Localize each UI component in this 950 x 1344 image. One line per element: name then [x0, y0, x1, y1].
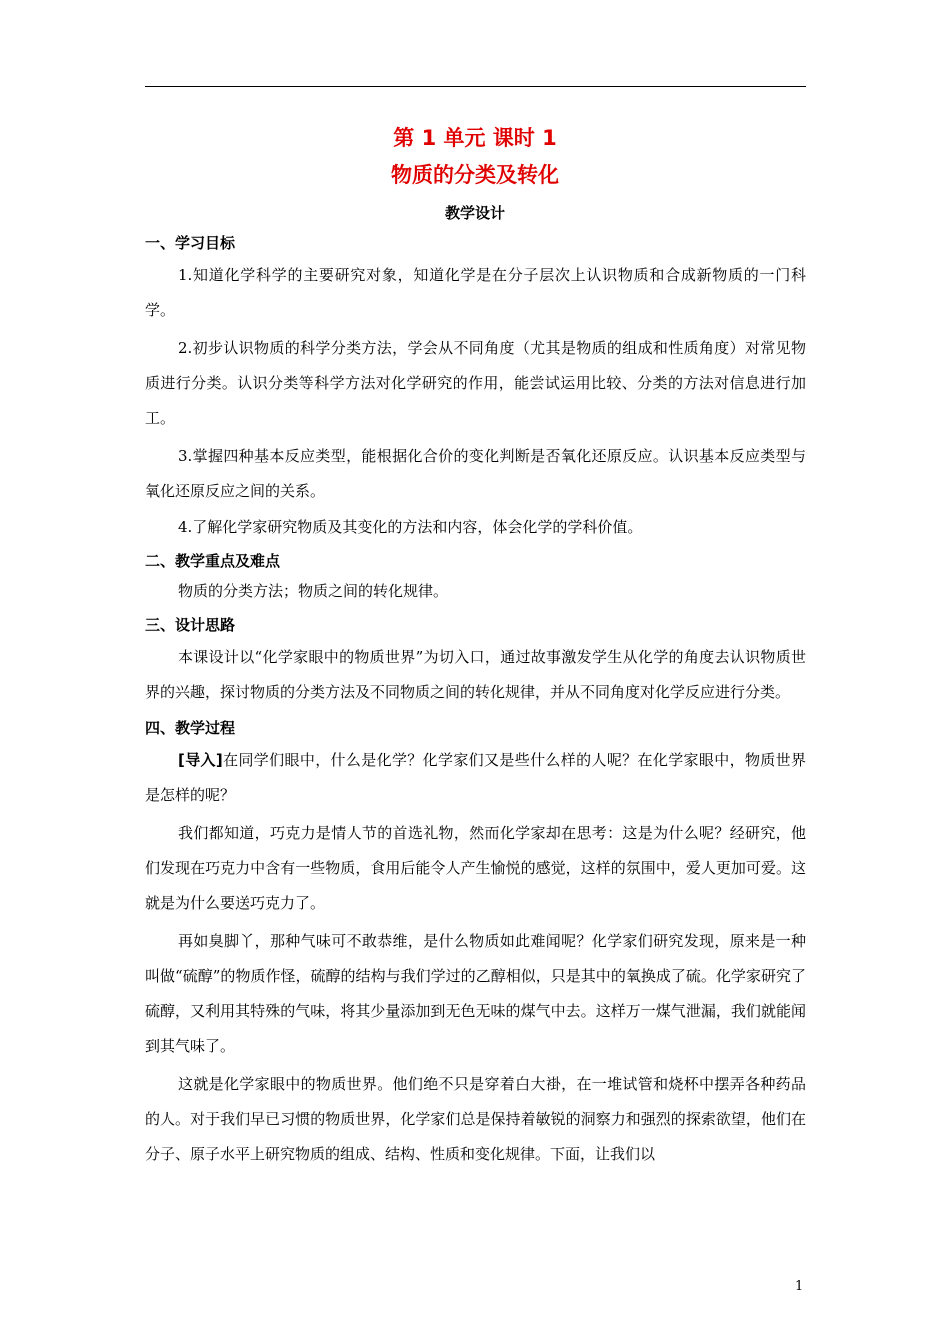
- lesson-title: 物质的分类及转化: [391, 163, 559, 187]
- intro-tag: [导入]: [178, 751, 223, 769]
- unit-title: 第 1 单元 课时 1: [393, 126, 557, 150]
- section-heading-key-points: 二、教学重点及难点: [145, 552, 281, 570]
- section-heading-design: 三、设计思路: [145, 616, 236, 634]
- section-heading-objectives: 一、学习目标: [145, 234, 236, 252]
- process-intro: [145, 743, 806, 813]
- process-paragraph-2: 我们都知道，巧克力是情人节的首选礼物，然而化学家却在思考：这是为什么呢？经研究，他们发现在巧克力中含有一些物质，食用后能令人产生愉悦的感觉，这样的氛围中，爱人更加可爱。这就是为什么要送巧克力了。: [145, 824, 806, 912]
- objective-4: 4.了解化学家研究物质及其变化的方法和内容，体会化学的学科价值。: [178, 518, 643, 536]
- objective-3: 3.掌握四种基本反应类型，能根据化合价的变化判断是否氧化还原反应。认识基本反应类型与氧化还原反应之间的关系。: [145, 447, 806, 500]
- process-paragraph-4: 这就是化学家眼中的物质世界。他们绝不只是穿着白大褂，在一堆试管和烧杯中摆弄各种药品的人。对于我们早已习惯的物质世界，化学家们总是保持着敏锐的洞察力和强烈的探索欲望，他们在分子、原子水平上研究物质的组成、结构、性质和变化规律。下面，让我们以: [145, 1075, 806, 1163]
- key-points-text: 物质的分类方法；物质之间的转化规律。: [178, 582, 449, 600]
- design-text: 本课设计以“化学家眼中的物质世界”为切入口，通过故事激发学生从化学的角度去认识物质世界的兴趣，探讨物质的分类方法及不同物质之间的转化规律，并从不同角度对化学反应进行分类。: [145, 648, 806, 701]
- page-number: 1: [795, 1279, 804, 1294]
- intro-text: 在同学们眼中，什么是化学？化学家们又是些什么样的人呢？在化学家眼中，物质世界是怎样的呢？: [145, 751, 806, 804]
- document-subtitle: 教学设计: [444, 204, 505, 222]
- section-heading-process: 四、教学过程: [145, 719, 236, 737]
- header-rule: [145, 86, 806, 87]
- document-body: [145, 228, 806, 1175]
- objective-2: 2.初步认识物质的科学分类方法，学会从不同角度（尤其是物质的组成和性质角度）对常见物质进行分类。认识分类等科学方法对化学研究的作用，能尝试运用比较、分类的方法对信息进行加工。: [145, 339, 806, 427]
- objective-1: 1.知道化学科学的主要研究对象，知道化学是在分子层次上认识物质和合成新物质的一门科学。: [145, 266, 806, 319]
- process-paragraph-3: 再如臭脚丫，那种气味可不敢恭维，是什么物质如此难闻呢？化学家们研究发现，原来是一种叫做“硫醇”的物质作怪，硫醇的结构与我们学过的乙醇相似，只是其中的氧换成了硫。化学家研究了硫醇，又利用其特殊的气味，将其少量添加到无色无味的煤气中去。这样万一煤气泄漏，我们就能闻到其气味了。: [145, 932, 806, 1055]
